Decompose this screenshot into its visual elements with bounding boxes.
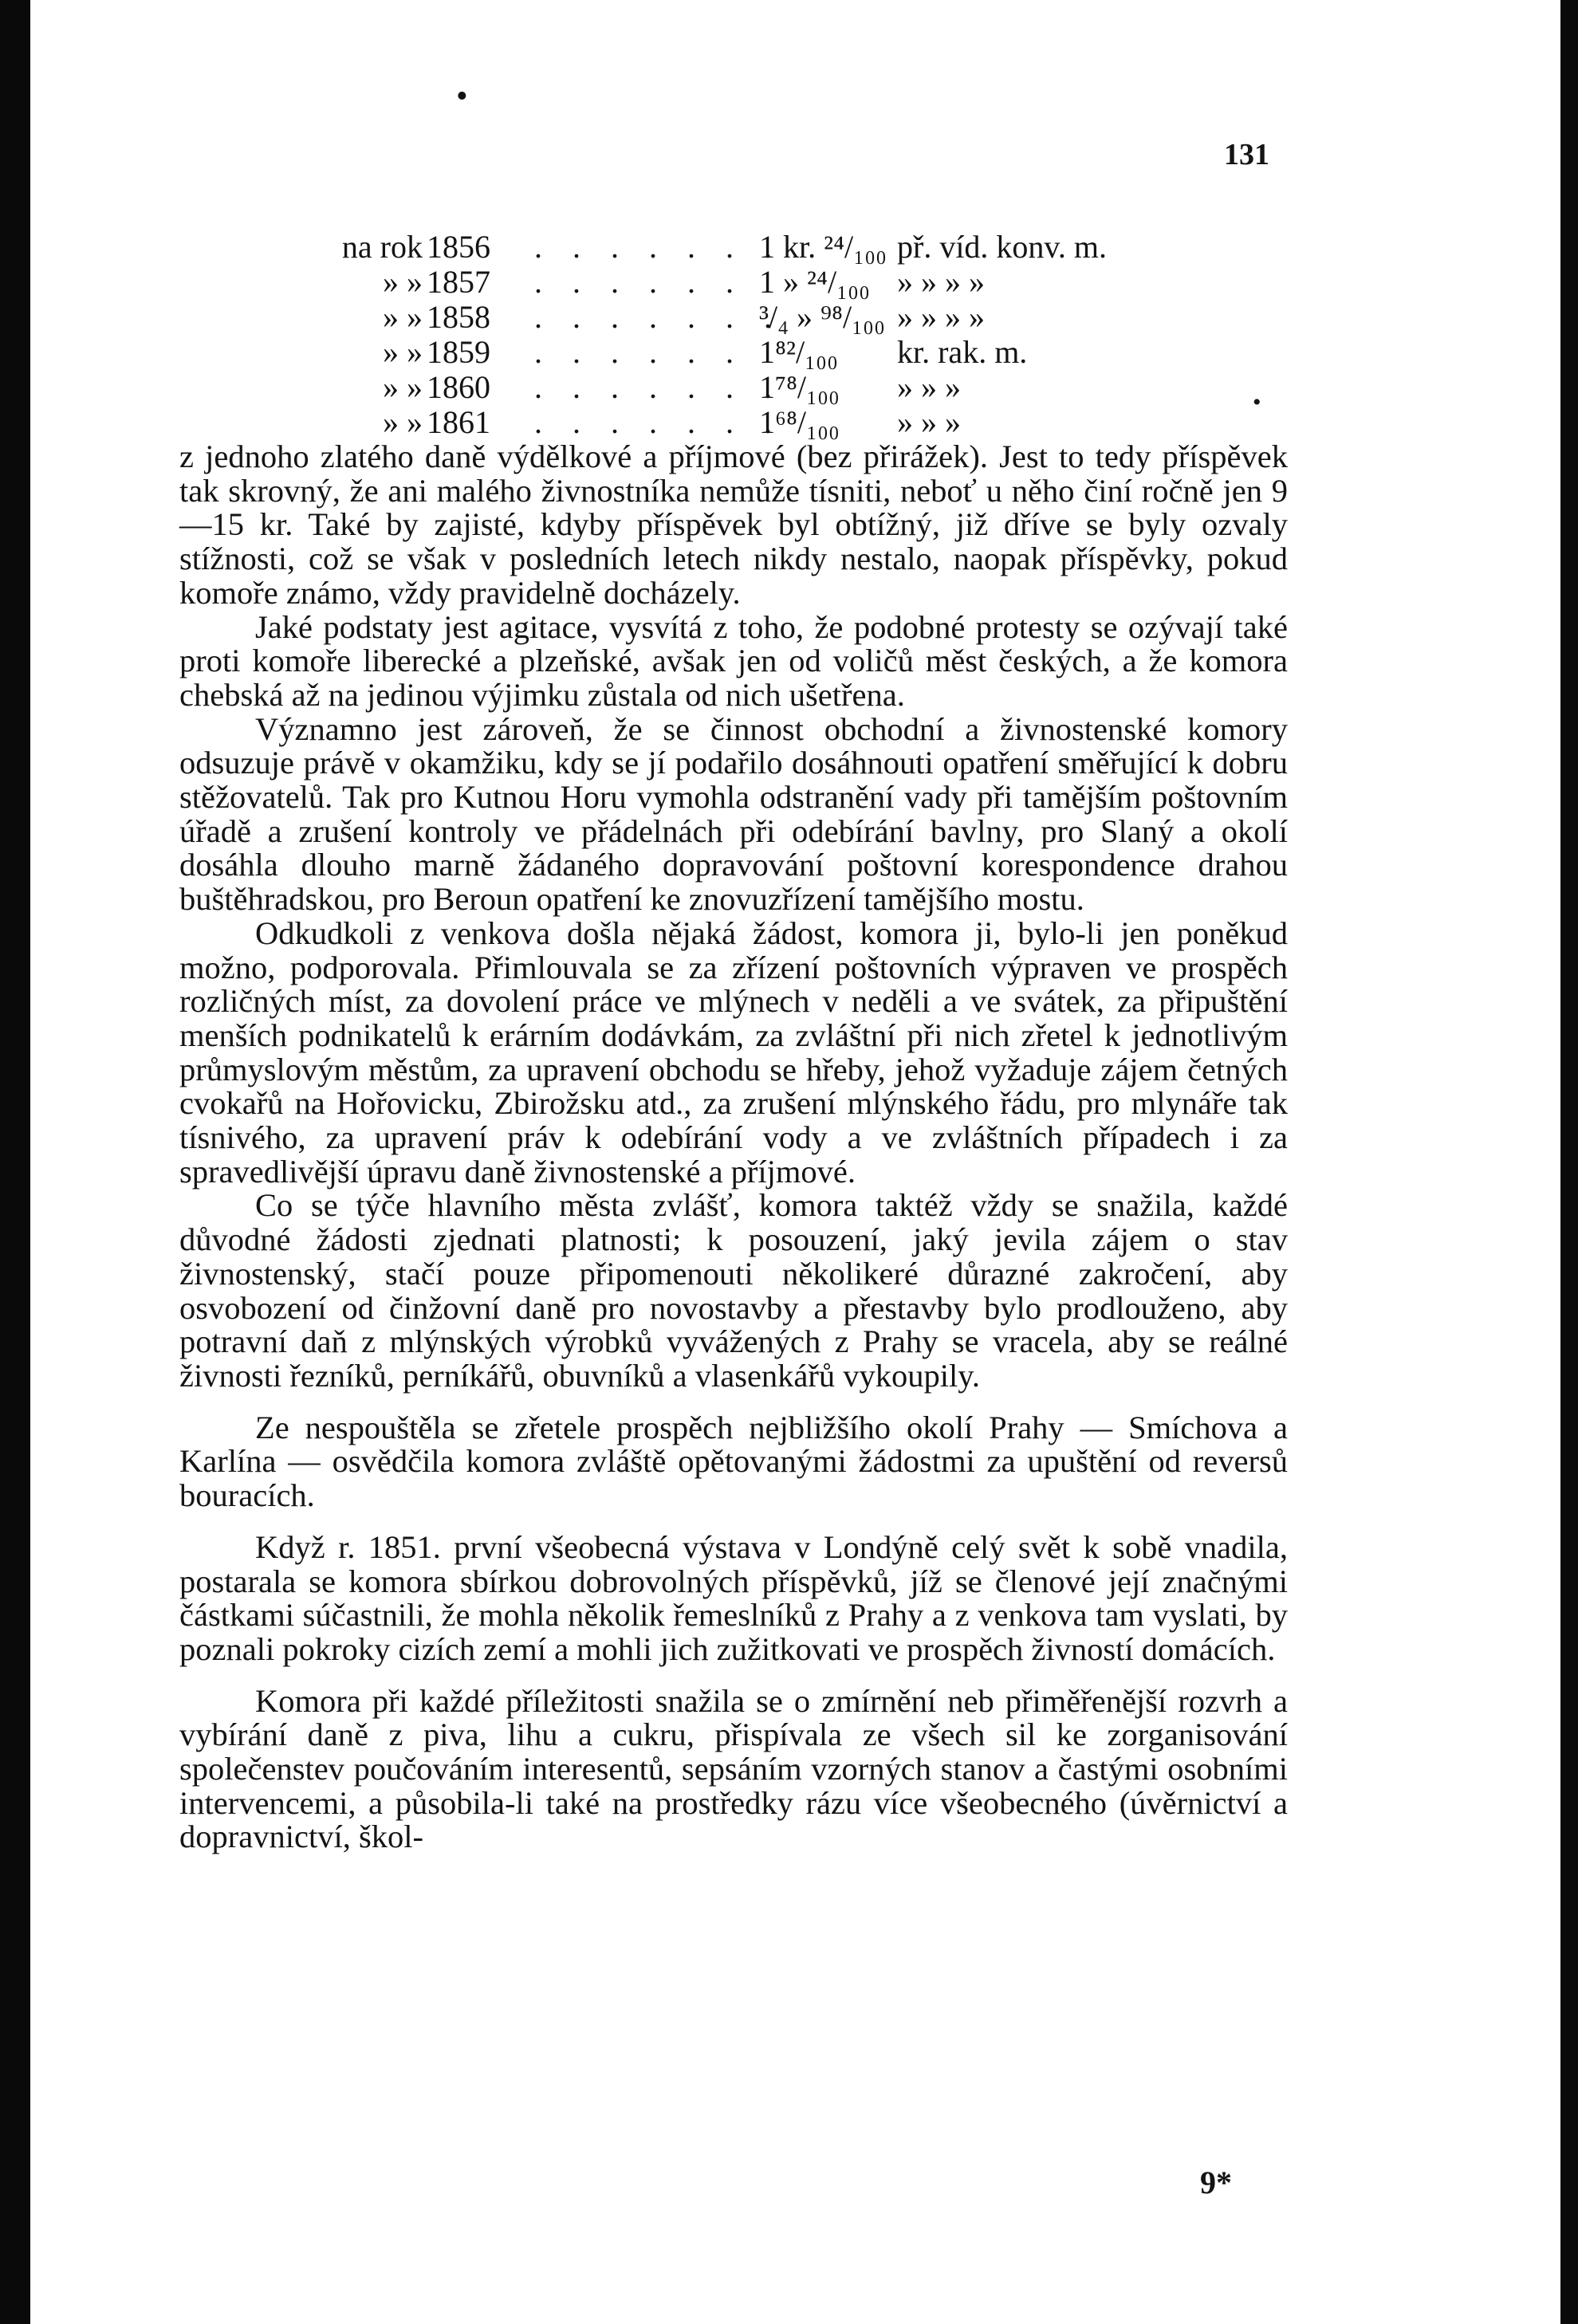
speck-mark: • [1253,389,1261,415]
row-unit: » » » [897,404,961,440]
paragraph: z jednoho zlatého daně výdělkové a příjmové (bez přirážek). Jest to tedy příspěvek tak skrovný, že ani malého živnostníka nemůže tísniti, neboť u něho činí ročně jen 9—15 kr. Také by zajisté, kdyby příspěvek byl obtížný, již dříve se byly ozvaly stížnosti, což se však v posledních letech nikdy nestalo, naopak příspěvky, pokud komoře známo, vždy pravidelně docházely. [179,438,1288,611]
row-value: 1 » ²⁴/₁₀₀ [759,264,870,300]
row-value: 1⁶⁸/₁₀₀ [759,404,840,440]
paragraph: Odkudkoli z venkova došla nějaká žádost, komora ji, bylo-li jen poněkud možno, podporovala. Přimlouvala se za zřízení poštovních výpraven ve prospěch rozličných míst, za dovolení práce ve mlýnech v neděli a ve svátek, za připuštění menších podnikatelů k erárním dodávkám, za zvláštní při nich zřetel k jednotlivým průmyslovým městům, za upravení obchodu se hřeby, jehož vyžaduje zájem četných cvokařů na Hořovicku, Zbirožsku atd., za zrušení mlýnského řádu, pro mlynáře tak tísnivého, za upravení práv k odebírání vody a ve zvláštních případech i za spravedlivější úpravu daně živnostenské a příjmové. [179,914,1288,1190]
row-unit: př. víd. konv. m. [897,229,1107,265]
row-year: 1859 [427,334,490,370]
row-dots: . . . . . . . [534,404,783,440]
paragraph: Jaké podstaty jest agitace, vysvítá z toho, že podobné protesty se ozývají také proti komoře liberecké a plzeňské, avšak jen od voličů měst českých, a že komora chebská až na jedinou výjimku zůstala od nich ušetřena. [179,608,1288,713]
body-text [179,440,1288,1854]
row-dots: . . . . . . . [534,299,783,335]
row-value: ³/₄ » ⁹⁸/₁₀₀ [759,299,885,335]
paragraph: Co se týče hlavního města zvlášť, komora taktéž vždy se snažila, každé důvodné žádosti zjednati platnosti; k posouzení, jaký jevila zájem o stav živnostenský, stačí pouze připomenouti několikeré důrazné zakročení, aby osvobození od činžovní daně pro novostavby a přestavby bylo prodlouženo, aby potravní daň z mlýnských výrobků vyvážených z Prahy se vracela, aby se reálné živnosti řezníků, perníkářů, obuvníků a vlasenkářů vykoupily. [179,1187,1288,1394]
scan-edge-left [0,0,30,2324]
speck-mark: • [456,78,468,115]
row-unit: » » » » [897,299,985,335]
table-row [303,403,1292,438]
page-number: 131 [1224,138,1269,171]
row-prefix: » » [383,299,423,335]
row-dots: . . . . . . . [534,229,783,265]
row-prefix: » » [383,404,423,440]
tax-rate-table [303,228,1292,438]
row-value: 1⁷⁸/₁₀₀ [759,369,840,405]
row-year: 1856 [427,229,490,265]
table-row [303,368,1292,403]
paragraph: Ze nespouštěla se zřetele prospěch nejbližšího okolí Prahy — Smíchova a Karlína — osvědčila komora zvláště opětovanými žádostmi za upuštění od reversů bouracích. [179,1409,1288,1514]
row-dots: . . . . . . [534,264,745,300]
paragraph: Když r. 1851. první všeobecná výstava v Londýně celý svět k sobě vnadila, postarala se komora sbírkou dobrovolných příspěvků, jíž se členové její značnými částkami súčastnili, že mohla několik řemeslníků z Prahy a z venkova tam vyslati, by poznali pokroky cizích zemí a mohli jich zužitkovati ve prospěch živností domácích. [179,1528,1288,1667]
row-prefix: na rok [341,229,423,265]
row-dots: . . . . . . . [534,369,783,405]
row-year: 1860 [427,369,490,405]
row-unit: » » » [897,369,961,405]
row-year: 1861 [427,404,490,440]
row-prefix: » » [383,334,423,370]
row-prefix: » » [383,264,423,300]
row-dots: . . . . . . [534,334,745,370]
row-value: 1⁸²/₁₀₀ [759,334,838,370]
row-unit: kr. rak. m. [897,334,1028,370]
table-row [303,298,1292,333]
signature-mark: 9* [1200,2165,1232,2200]
row-year: 1858 [427,299,490,335]
scan-edge-right [1560,0,1578,2324]
paragraph: Komora při každé příležitosti snažila se o zmírnění neb přiměřenější rozvrh a vybírání daně z piva, lihu a cukru, přispívala ze všech sil ke zorganisování společenstev poučováním interesentů, sepsáním vzorných stanov a častými osobními intervencemi, a působila-li také na prostředky rázu více všeobecného (úvěrnictví a dopravnictví, škol- [179,1682,1288,1855]
row-unit: » » » » [897,264,985,300]
row-year: 1857 [427,264,490,300]
row-prefix: » » [383,369,423,405]
table-row [303,333,1292,368]
paragraph: Významno jest zároveň, že se činnost obchodní a živnostenské komory odsuzuje právě v okamžiku, kdy se jí podařilo dosáhnouti opatření směřující k dobru stěžovatelů. Tak pro Kutnou Horu vymohla odstranění vady při tamějším poštovním úřadě a zrušení kontroly ve přádelnách při odebírání bavlny, pro Slaný a okolí dosáhla dlouho marně žádaného dopravování poštovní korespondence drahou buštěhradskou, pro Beroun opatření ke znovuzřízení tamějšího mostu. [179,710,1288,918]
table-row [303,228,1292,263]
table-row [303,263,1292,298]
row-value: 1 kr. ²⁴/₁₀₀ [759,229,887,265]
